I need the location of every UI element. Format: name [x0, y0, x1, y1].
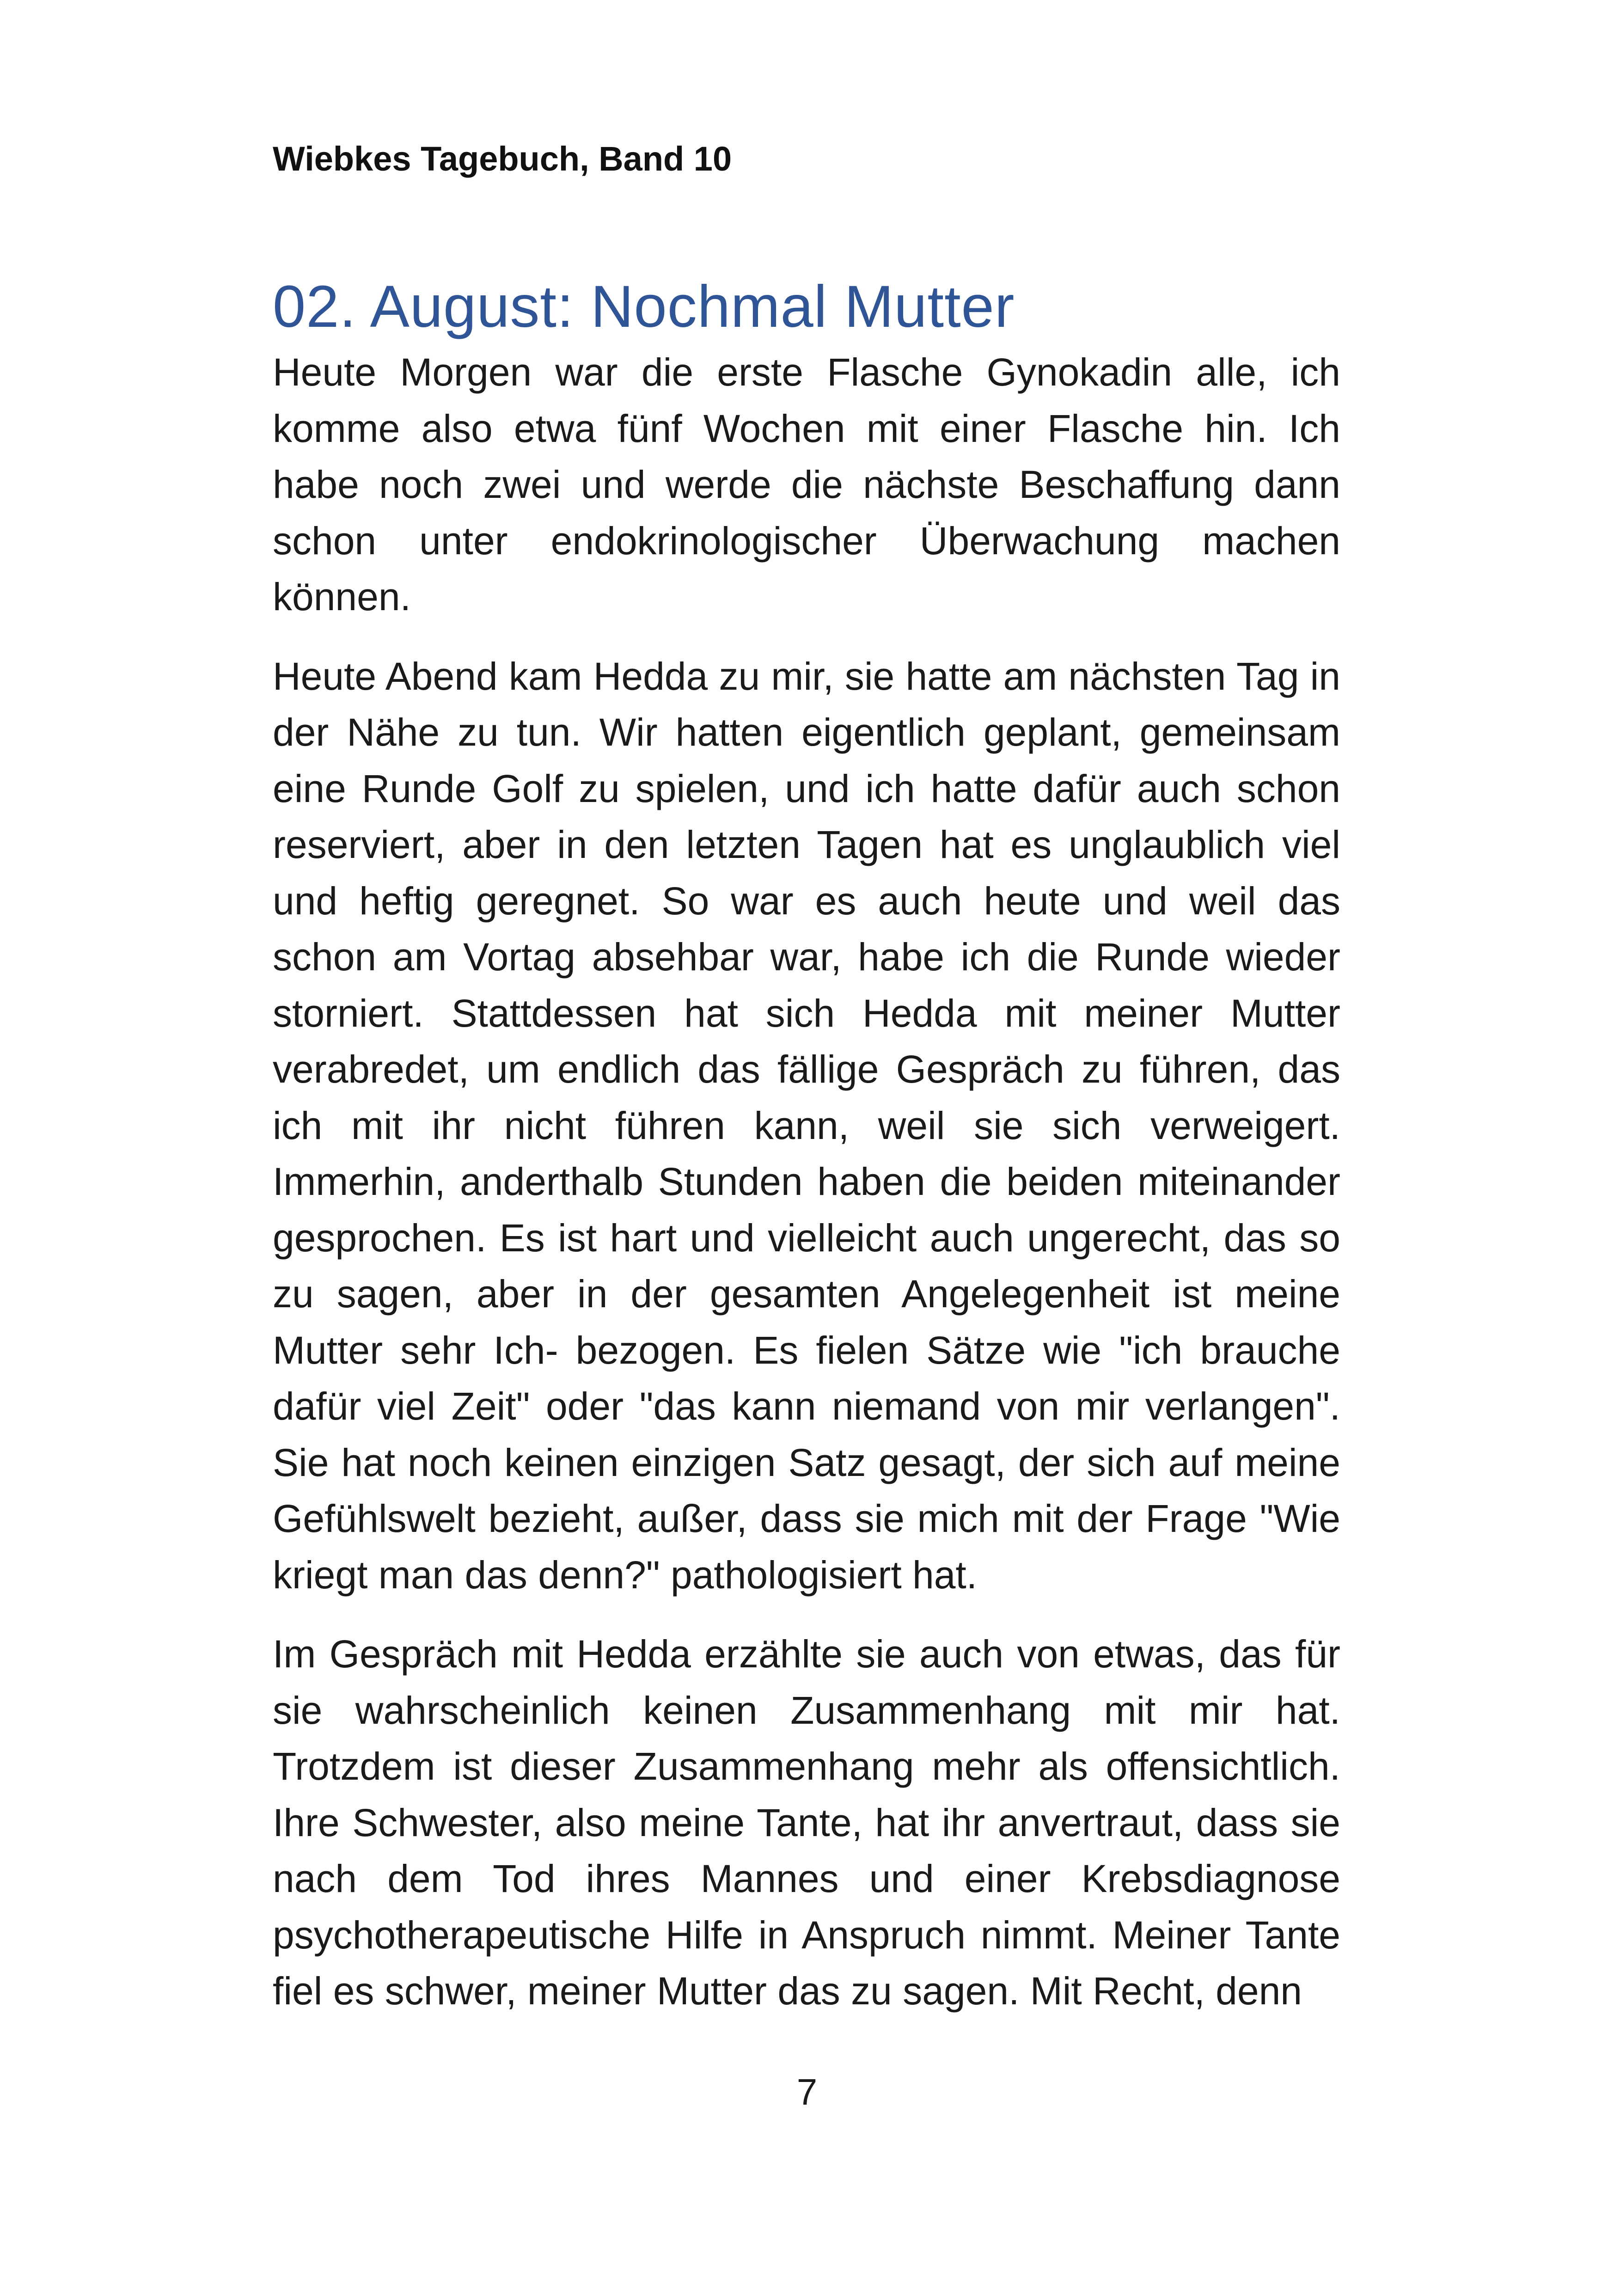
entry-content	[273, 273, 1340, 2043]
running-head: Wiebkes Tagebuch, Band 10	[273, 140, 732, 178]
page-number: 7	[796, 2071, 818, 2112]
paragraph-1: Heute Morgen war die erste Flasche Gynokadin alle, ich komme also etwa fünf Wochen mit einer Flasche hin. Ich habe noch zwei und werde die nächste Beschaffung dann schon unter endokrinologischer Überwachung machen können.	[273, 350, 1340, 619]
entry-heading: 02. August: Nochmal Mutter	[273, 274, 1015, 340]
paragraph-2: Heute Abend kam Hedda zu mir, sie hatte am nächsten Tag in der Nähe zu tun. Wir hatten eigentlich geplant, gemeinsam eine Runde Golf zu spielen, und ich hatte dafür auch schon reserviert, aber in den letzten Tagen hat es unglaublich viel und heftig geregnet. So war es auch heute und weil das schon am Vortag absehbar war, habe ich die Runde wieder storniert. Stattdessen hat sich Hedda mit meiner Mutter verabredet, um endlich das fällige Gespräch zu führen, das ich mit ihr nicht führen kann, weil sie sich verweigert. Immerhin, anderthalb Stunden haben die beiden miteinander gesprochen. Es ist hart und vielleicht auch ungerecht, das so zu sagen, aber in der gesamten Angelegenheit ist meine Mutter sehr Ich- bezogen. Es fielen Sätze wie "ich brauche dafür viel Zeit" oder "das kann niemand von mir verlangen". Sie hat noch keinen einzigen Satz gesagt, der sich auf meine Gefühlswelt bezieht, außer, dass sie mich mit der Frage "Wie kriegt man das denn?" pathologisiert hat.	[273, 654, 1340, 1597]
paragraph-3: Im Gespräch mit Hedda erzählte sie auch von etwas, das für sie wahrscheinlich keinen Zusammenhang mit mir hat. Trotzdem ist dieser Zusammenhang mehr als offensichtlich. Ihre Schwester, also meine Tante, hat ihr anvertraut, dass sie nach dem Tod ihres Mannes und einer Krebsdiagnose psychotherapeutische Hilfe in Anspruch nimmt. Meiner Tante fiel es schwer, meiner Mutter das zu sagen. Mit Recht, denn	[273, 1632, 1340, 2013]
